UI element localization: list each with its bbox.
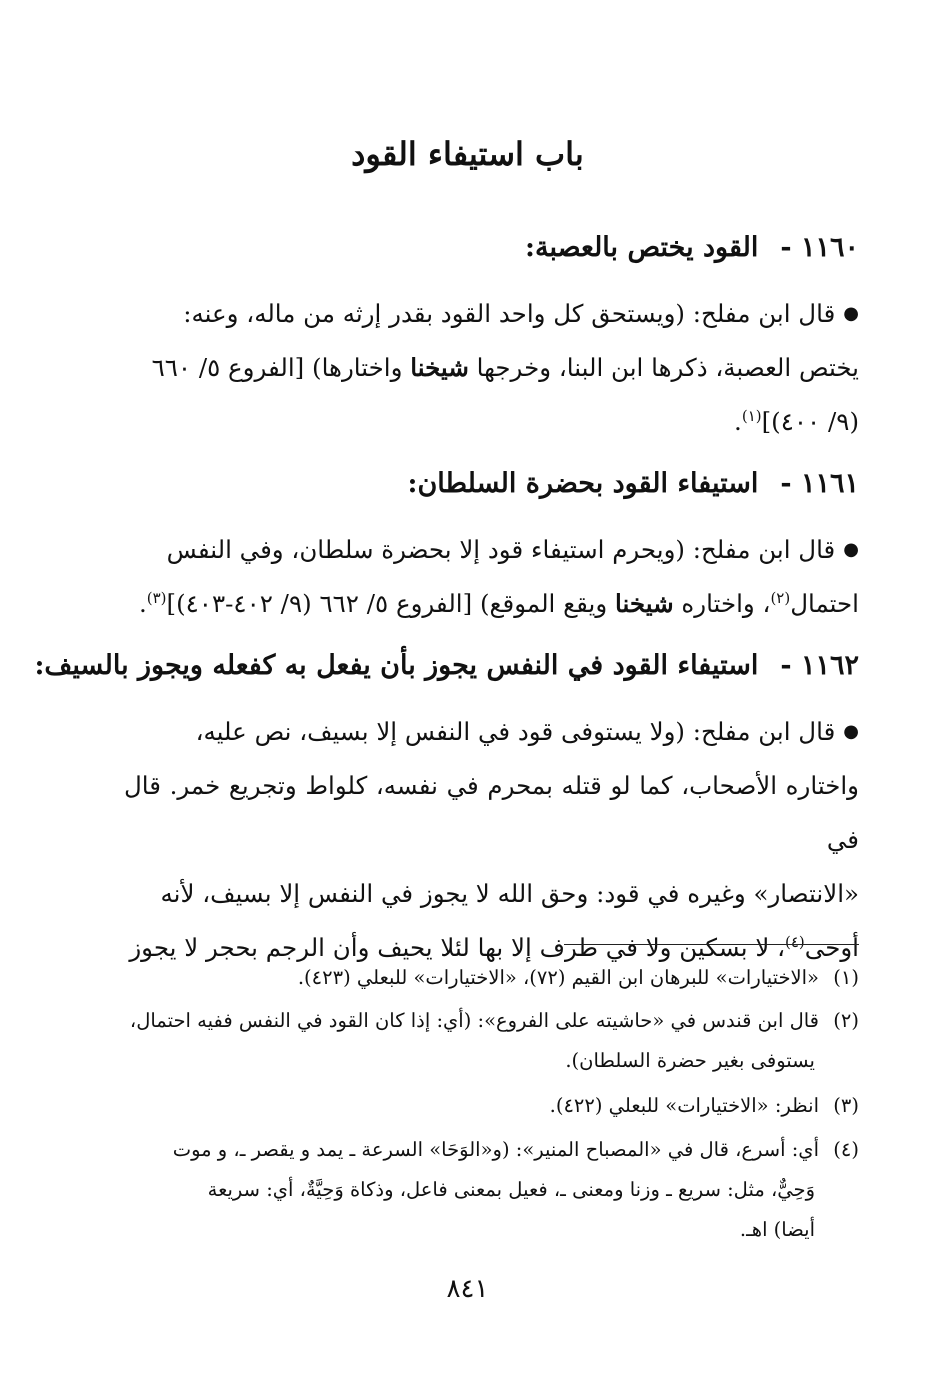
footnote-3: (٣)انظر: «الاختيارات» للبعلي (٤٢٢). bbox=[124, 1086, 859, 1126]
footnote-number: (١) bbox=[833, 966, 859, 989]
section-heading-text: استيفاء القود بحضرة السلطان: bbox=[407, 468, 759, 499]
body-line: ●قال ابن مفلح: (ولا يستوفى قود في النفس إلا بسيف، نص عليه، bbox=[124, 705, 859, 759]
section-number: ١١٦٢ - bbox=[780, 650, 859, 681]
chapter-title: باب استيفاء القود bbox=[351, 135, 584, 173]
body-line: واختاره الأصحاب، كما لو قتله بمحرم في نفسه، كلواط وتجريع خمر. قال في bbox=[124, 771, 859, 854]
footnote-4: (٤)أي: أسرع، قال في «المصباح المنير»: (و«الوَحَا» السرعة ـ يمد و يقصر ـ، و موت وَحِيٌّ، مثل: سريع ـ وزنا ومعنى ـ، فعيل بمعنى فاعل، وذكاة وَحِيَّةٌ، أي: سريعة أيضا) اهـ. bbox=[124, 1130, 859, 1250]
footnote-2: (٢)قال ابن قندس في «حاشيته على الفروع»: (أي: إذا كان القود في النفس ففيه احتمال، يستوفى بغير حضرة السلطان). bbox=[124, 1001, 859, 1081]
footnote-ref[interactable]: (٣) bbox=[146, 589, 167, 607]
footnote-divider bbox=[564, 944, 859, 945]
body-line: «الانتصار» وغيره في قود: وحق الله لا يجوز في النفس إلا بسيف، لأنه bbox=[160, 879, 859, 908]
bullet-icon: ● bbox=[843, 721, 859, 742]
footnote-ref[interactable]: (٢) bbox=[770, 589, 791, 607]
section-number: ١١٦٠ - bbox=[780, 232, 859, 263]
footnote-ref[interactable]: (٤) bbox=[785, 933, 805, 951]
section-heading-text: استيفاء القود في النفس يجوز بأن يفعل به كفعله ويجوز بالسيف: bbox=[34, 650, 759, 681]
section-heading-text: القود يختص بالعصبة: bbox=[525, 232, 759, 263]
section-body-1162 bbox=[124, 705, 859, 975]
section-body-1161 bbox=[124, 523, 859, 631]
body-line: (٩/ ٤٠٠)]$^{(١)}$. bbox=[734, 407, 859, 436]
section-body-1160 bbox=[124, 287, 859, 449]
footnote-number: (٣) bbox=[833, 1094, 859, 1117]
body-line: يختص العصبة، ذكرها ابن البنا، وخرجها شيخنا واختارها) [الفروع ٥/ ٦٦٠ bbox=[151, 353, 859, 382]
bullet-icon: ● bbox=[843, 303, 859, 324]
footnote-number: (٢) bbox=[833, 1009, 859, 1032]
body-line: احتمال$^{(٢)}$، واختاره شيخنا ويقع الموقع) [الفروع ٥/ ٦٦٢ (٩/ ٤٠٢-٤٠٣)]$^{(٣)}$. bbox=[138, 589, 859, 618]
section-number: ١١٦١ - bbox=[780, 468, 859, 499]
section-heading-1160 bbox=[69, 232, 859, 263]
section-heading-1162 bbox=[34, 650, 859, 681]
body-line: ●قال ابن مفلح: (ويحرم استيفاء قود إلا بحضرة سلطان، وفي النفس bbox=[124, 523, 859, 577]
page-number: ٨٤١ bbox=[446, 1274, 489, 1304]
body-line: ●قال ابن مفلح: (ويستحق كل واحد القود بقدر إرثه من ماله، وعنه: bbox=[124, 287, 859, 341]
bullet-icon: ● bbox=[843, 539, 859, 560]
bold-term: شيخنا bbox=[615, 589, 674, 618]
footnote-ref[interactable]: (١) bbox=[741, 407, 762, 425]
footnote-1: (١)«الاختيارات» للبرهان ابن القيم (٧٢)، «الاختيارات» للبعلي (٤٢٣). bbox=[124, 958, 859, 998]
bold-term: شيخنا bbox=[410, 353, 469, 382]
section-heading-1161 bbox=[69, 468, 859, 499]
body-line: أوحى$^{(٤)}$، لا بسكين ولا في طرف إلا بها لئلا يحيف وأن الرجم بحجر لا يجوز bbox=[129, 933, 859, 962]
footnote-number: (٤) bbox=[833, 1138, 859, 1161]
